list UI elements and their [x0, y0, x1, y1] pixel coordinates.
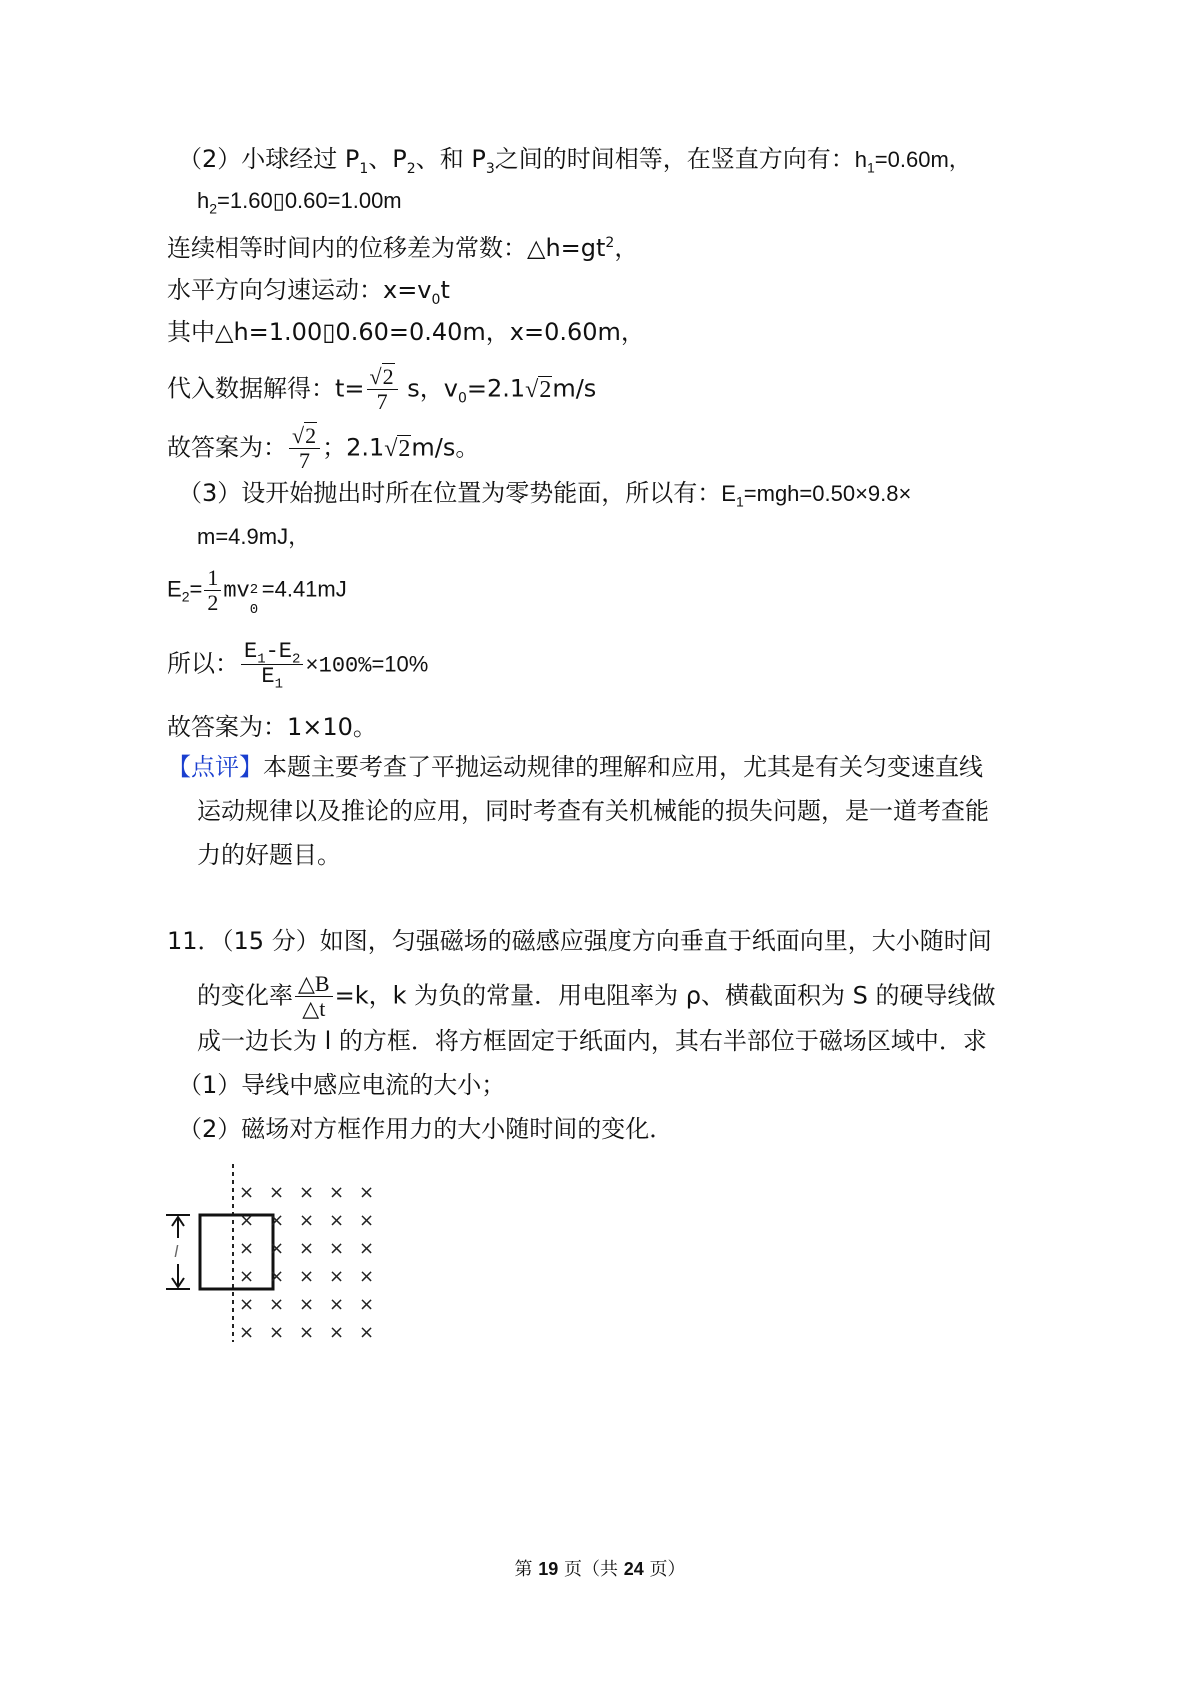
q11-line-1: 11．（15 分）如图，匀强磁场的磁感应强度方向垂直于纸面向里，大小随时间	[167, 927, 992, 955]
part2-line2: $h_2=1.60▯0.60=1.00m$	[197, 188, 402, 217]
field-cross: ×	[299, 1182, 315, 1203]
field-cross: ×	[329, 1238, 345, 1259]
q11-sub1: （1）导线中感应电流的大小；	[178, 1071, 506, 1099]
comment-line-3: 力的好题目。	[197, 841, 341, 869]
field-cross: ×	[269, 1182, 285, 1203]
field-cross: ×	[239, 1182, 255, 1203]
ratio-line: 所以： $\frac{E_1-E_2}{E_1}$ ×100%=10%	[167, 639, 429, 693]
page-footer: 第 19 页（共 24 页）	[514, 1559, 686, 1580]
field-cross: ×	[299, 1266, 315, 1287]
magnetic-field-figure	[160, 1160, 390, 1350]
q11-line-2: 的变化率 $\frac{\triangle B}{\triangle t}$ =k，k 为负的常量．用电阻率为 ρ、横截面积为 S 的硬导线做	[197, 971, 996, 1021]
field-cross: ×	[359, 1322, 375, 1343]
field-cross: ×	[299, 1294, 315, 1315]
ratio-fraction: $\frac{E_1-E_2}{E_1}$	[241, 640, 303, 689]
field-cross: ×	[299, 1238, 315, 1259]
e2-line: $E_2=$ $\frac{1}{2}$ mv 2 0 =4.41mJ	[167, 565, 347, 619]
t-fraction: $\frac{√2}{7}$	[367, 365, 398, 414]
field-cross: ×	[269, 1210, 285, 1231]
field-crosses	[239, 1182, 374, 1343]
square-wire-frame	[200, 1215, 273, 1289]
side-length-label: l	[174, 1242, 179, 1261]
field-cross: ×	[239, 1210, 255, 1231]
q11-line-3: 成一边长为 l 的方框．将方框固定于纸面内，其右半部位于磁场区域中．求	[197, 1027, 987, 1055]
q11-sub2: （2）磁场对方框作用力的大小随时间的变化．	[178, 1115, 674, 1143]
field-cross: ×	[329, 1322, 345, 1343]
field-cross: ×	[239, 1322, 255, 1343]
field-cross: ×	[239, 1294, 255, 1315]
rate-fraction: $\frac{\triangle B}{\triangle t}$	[295, 972, 333, 1021]
answer-fraction: $\frac{√2}{7}$	[289, 424, 320, 473]
field-cross: ×	[359, 1266, 375, 1287]
field-cross: ×	[359, 1182, 375, 1203]
field-cross: ×	[329, 1210, 345, 1231]
field-cross: ×	[299, 1210, 315, 1231]
horizontal-motion-line: 水平方向匀速运动：$x=v_0t$	[167, 276, 450, 308]
answer-line-2: 故答案为：1×10。	[167, 713, 377, 741]
field-cross: ×	[359, 1294, 375, 1315]
delta-h-line: 连续相等时间内的位移差为常数：$\triangle h=gt^2$，	[167, 234, 639, 262]
field-cross: ×	[269, 1294, 285, 1315]
field-cross: ×	[329, 1182, 345, 1203]
field-cross: ×	[329, 1266, 345, 1287]
field-cross: ×	[359, 1210, 375, 1231]
field-cross: ×	[299, 1322, 315, 1343]
part3-line1: （3）设开始抛出时所在位置为零势能面，所以有：$E_1=mgh=0.50\times 9.8\times$	[178, 479, 912, 510]
field-cross: ×	[239, 1238, 255, 1259]
field-cross: ×	[329, 1294, 345, 1315]
comment-tag: 【点评】	[167, 753, 263, 781]
solve-line: 代入数据解得：t= $\frac{√2}{7}$ s，$v_0=2.1√2m/s$	[167, 364, 597, 414]
field-cross: ×	[239, 1266, 255, 1287]
field-cross: ×	[269, 1266, 285, 1287]
comment-line-2: 运动规律以及推论的应用，同时考查有关机械能的损失问题，是一道考查能	[197, 797, 989, 825]
answer-line-1: 故答案为： $\frac{√2}{7}$ ；2.1√2m/s。	[167, 423, 480, 473]
values-line: 其中△h=1.00▯0.60=0.40m，x=0.60m，	[167, 318, 645, 346]
field-cross: ×	[269, 1322, 285, 1343]
part2-line1: （2）小球经过 $P_1$、$P_2$、和 $P_3$之间的时间相等，在竖直方向有：$h_1=0.60m$，	[178, 145, 971, 177]
field-cross: ×	[359, 1238, 375, 1259]
half-fraction: $\frac{1}{2}$	[204, 566, 221, 615]
part3-line2: m=4.9mJ，	[197, 524, 311, 549]
field-cross: ×	[269, 1238, 285, 1259]
comment-line-1: 【点评】本题主要考查了平抛运动规律的理解和应用，尤其是有关匀变速直线	[167, 753, 983, 781]
